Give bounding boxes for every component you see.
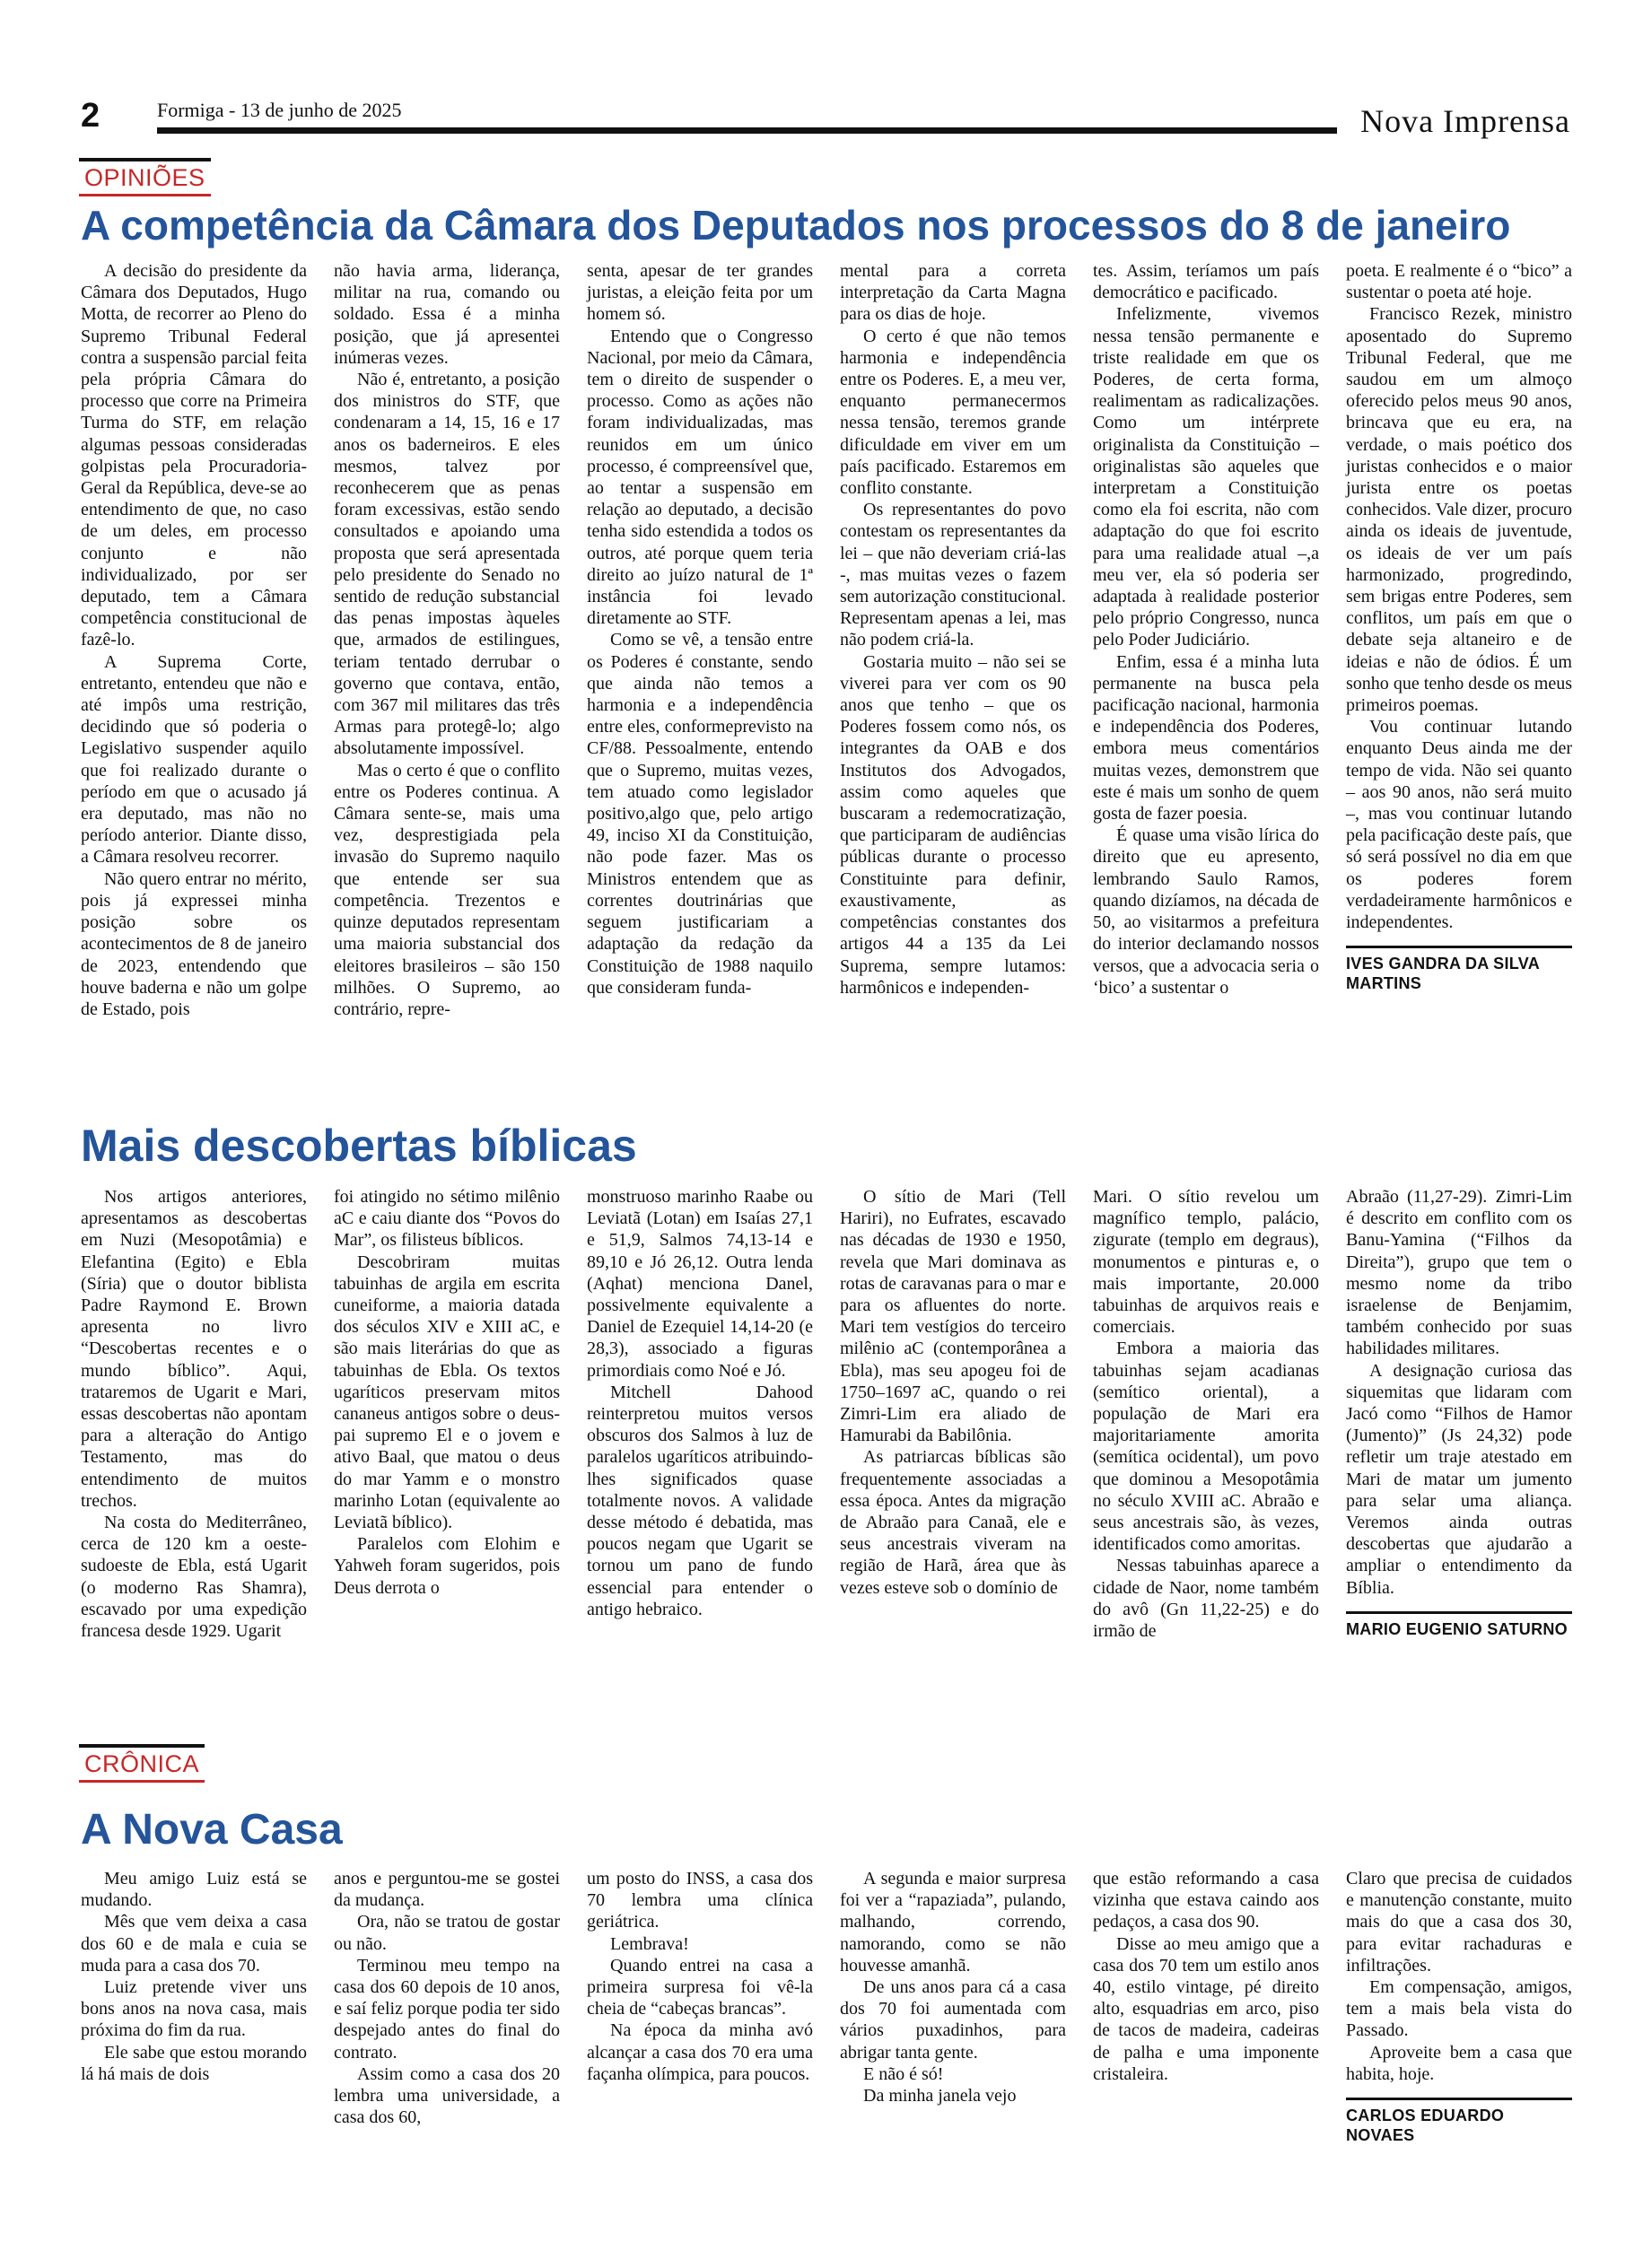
paragraph: Abraão (11,27-29). Zimri-Lim é descrito em conflito com os Banu-Yamina (“Filhos da Direita”), grupo que tem o mesmo nome da tribo israelense de Benjamim, também conhecido por suas habilidades militares. xyxy=(1346,1187,1572,1359)
paragraph: Ele sabe que estou morando lá há mais de dois xyxy=(81,2042,307,2084)
paragraph: Quando entrei na casa a primeira surpresa foi vê-la cheia de “cabeças brancas”. xyxy=(587,1955,813,2019)
paragraph: não havia arma, liderança, militar na rua, comando ou soldado. Essa é a minha posição, que já apresentei inúmeras vezes. xyxy=(334,261,560,368)
paragraph: Nos artigos anteriores, apresentamos as descobertas em Nuzi (Mesopotâmia) e Elefantina (Egito) e Ebla (Síria) que o doutor biblista Padre Raymond E. Brown apresenta no livro “Descobertas recentes e o mundo bíblico”. Aqui, trataremos de Ugarit e Mari, essas descobertas não apontam para a alteração do Antigo Testamento, mas do entendimento de muitos trechos. xyxy=(81,1187,307,1511)
text-column xyxy=(1093,260,1319,1020)
paragraph: Mas o certo é que o conflito entre os Poderes continua. A Câmara sente-se, mais uma vez, desprestigiada pela invasão do Supremo naquilo que entende ser sua competência. Trezentos e quinze deputados representam uma maioria substancial dos eleitores brasileiros – são 150 milhões. O Supremo, ao contrário, repre- xyxy=(334,760,560,1019)
text-column xyxy=(587,1186,813,1642)
section-label-opinioes: OPINIÕES xyxy=(79,158,211,196)
paragraph: Lembrava! xyxy=(610,1933,689,1954)
article-body-cronica xyxy=(81,1868,1572,2145)
text-column xyxy=(1093,1186,1319,1642)
text-column xyxy=(334,1868,560,2145)
paragraph: Não quero entrar no mérito, pois já expressei minha posição sobre os acontecimentos de 8 de janeiro de 2023, entendendo que houve baderna e não um golpe de Estado, pois xyxy=(81,868,307,1019)
paragraph: O certo é que não temos harmonia e independência entre os Poderes. E, a meu ver, enquanto permanecermos nessa tensão, teremos grande dificuldade em viver em um país pacificado. Estaremos em conflito constante. xyxy=(840,326,1066,499)
paragraph: senta, apesar de ter grandes juristas, a eleição feita por um homem só. xyxy=(587,261,813,325)
dateline: Formiga - 13 de junho de 2025 xyxy=(157,99,402,121)
paragraph: É quase uma visão lírica do direito que eu apresento, lembrando Saulo Ramos, quando dizíamos, na década de 50, ao visitarmos a prefeitura do interior declamando nossos versos, que a advocacia seria o ‘bico’ a sustentar o xyxy=(1093,825,1319,998)
paragraph: Mês que vem deixa a casa dos 60 e de mala e cuia se muda para a casa dos 70. xyxy=(81,1912,307,1976)
paragraph: anos e perguntou-me se gostei da mudança. xyxy=(334,1869,560,1911)
header-rule xyxy=(157,127,1337,134)
paragraph: um posto do INSS, a casa dos 70 lembra uma clínica geriátrica. xyxy=(587,1869,813,1932)
page-number: 2 xyxy=(81,97,101,135)
text-column xyxy=(587,1868,813,2145)
paragraph: A designação curiosa das siquemitas que lidaram com Jacó como “Filhos de Hamor (Jumento)” (Js 24,32) pode refletir um traje atestado em Mari de matar um jumento para selar uma aliança. Veremos ainda outras descobertas que ajudarão a ampliar o entendimento da Bíblia. xyxy=(1346,1360,1572,1598)
article-title-opinioes: A competência da Câmara dos Deputados nos processos do 8 de janeiro xyxy=(81,202,1511,249)
byline-rule xyxy=(1346,1611,1572,1639)
paragraph: A decisão do presidente da Câmara dos Deputados, Hugo Motta, de recorrer ao Pleno do Supremo Tribunal Federal contra a suspensão parcial feita pela própria Câmara do processo que corre na Primeira Turma do STF, em relação algumas pessoas consideradas golpistas pela Procuradoria-Geral da República, deve-se ao entendimento de que, no caso de um deles, em processo conjunto e não individualizado, por ser deputado, tem a Câmara competência constitucional de fazê-lo. xyxy=(81,261,307,650)
text-column xyxy=(1093,1868,1319,2145)
paragraph: monstruoso marinho Raabe ou Leviatã (Lotan) em Isaías 27,1 e 51,9, Salmos 74,13-14 e 89,10 e Jó 26,12. Outra lenda (Aqhat) menciona Danel, possivelmente equivalente a Daniel de Ezequiel 14,14-20 (e 28,3), associado a figuras primordiais como Noé e Jó. xyxy=(587,1187,813,1381)
paragraph: Na época da minha avó alcançar a casa dos 70 era uma façanha olímpica, para poucos. xyxy=(587,2020,813,2084)
byline-rule xyxy=(1346,2098,1572,2145)
paragraph: Gostaria muito – não sei se viverei para ver com os 90 anos que tenho – que os Poderes fossem como nós, os integrantes da OAB e dos Institutos dos Advogados, assim como aqueles que buscaram a redemocratização, que participaram de audiências públicas durante o processo Constituinte para definir, exaustivamente, as competências constantes dos artigos 44 a 135 da Lei Suprema, sempre lutamos: harmônicos e independen- xyxy=(840,651,1066,998)
paragraph: Infelizmente, vivemos nessa tensão permanente e triste realidade em que os Poderes, de certa forma, realimentam as radicalizações. Como um intérprete originalista da Constituição – originalistas são aqueles que interpretam a Constituição como ela foi escrita, não com adaptação do que foi escrito para uma realidade atual –,a meu ver, ela só poderia ser adaptada à realidade posterior pelo próprio Congresso, nunca pelo Poder Judiciário. xyxy=(1093,304,1319,650)
paragraph: As patriarcas bíblicas são frequentemente associadas a essa época. Antes da migração de Abraão para Canaã, ele e seus ancestrais viveram na região de Harã, área que às vezes esteve sob o domínio de xyxy=(840,1447,1066,1598)
paragraph: tes. Assim, teríamos um país democrático e pacificado. xyxy=(1093,261,1319,303)
text-column xyxy=(840,1868,1066,2145)
paragraph: Não é, entretanto, a posição dos ministros do STF, que condenaram a 14, 15, 16 e 17 anos os baderneiros. E eles mesmos, talvez por reconhecerem que as penas foram excessivas, estão sendo consultados e apoiando uma proposta que será apresentada pelo presidente do Senado no sentido de redução substancial das penas impostas àqueles que, armados de estilingues, teriam tentado derrubar o governo que contava, então, com 367 mil militares das três Armas para protegê-lo; algo absolutamente impossível. xyxy=(334,370,560,759)
author-byline: CARLOS EDUARDO NOVAES xyxy=(1346,2107,1505,2145)
paragraph: O sítio de Mari (Tell Hariri), no Eufrates, escavado nas décadas de 1930 e 1950, revela que Mari dominava as rotas de caravanas para o mar e para os afluentes do norte. Mari tem vestígios do terceiro milênio aC (contemporânea a Ebla), mas seu apogeu foi de 1750–1697 aC, quando o rei Zimri-Lim era aliado de Hamurabi da Babilônia. xyxy=(840,1187,1066,1446)
text-column xyxy=(840,260,1066,1020)
article-body-biblicas xyxy=(81,1186,1572,1642)
byline-rule xyxy=(1346,946,1572,993)
paragraph: A Suprema Corte, entretanto, entendeu que não e até impôs uma restrição, decidindo que só poderia o Legislativo suspender aquilo que foi realizado durante o período em que o acusado já era deputado, mas não no período anterior. Diante disso, a Câmara resolveu recorrer. xyxy=(81,651,307,868)
paragraph: Claro que precisa de cuidados e manutenção constante, muito mais do que a casa dos 30, para evitar rachaduras e infiltrações. xyxy=(1346,1869,1572,1976)
paragraph: Mari. O sítio revelou um magnífico templo, palácio, zigurate (templo em degraus), monumentos e pinturas e, o mais importante, 20.000 tabuinhas de arquivos reais e comerciais. xyxy=(1093,1187,1319,1338)
text-column xyxy=(334,1186,560,1642)
paragraph: mental para a correta interpretação da Carta Magna para os dias de hoje. xyxy=(840,261,1066,325)
paragraph: E não é só! xyxy=(863,2063,944,2084)
article-title-cronica: A Nova Casa xyxy=(81,1806,343,1854)
paragraph: Francisco Rezek, ministro aposentado do Supremo Tribunal Federal, que me saudou em um almoço oferecido pelos meus 90 anos, brincava que eu era, na verdade, o mais poético dos juristas conhecidos e o maior jurista entre os poetas conhecidos. Vale dizer, procuro ainda os ideais de juventude, os ideais de ver um país harmonizado, progredindo, sem brigas entre Poderes, sem conflitos, um país em que o debate seja altaneiro e de ideias e não de ódios. É um sonho que tenho desde os meus primeiros poemas. xyxy=(1346,304,1572,716)
text-column xyxy=(81,260,307,1020)
section-label-cronica: CRÔNICA xyxy=(79,1744,205,1783)
text-column xyxy=(334,260,560,1020)
paragraph: Os representantes do povo contestam os representantes da lei – que não deveriam criá-las -, mas muitas vezes o fazem sem autorização constitucional. Representam apenas a lei, mas não podem criá-la. xyxy=(840,500,1066,650)
masthead: Nova Imprensa xyxy=(1360,103,1570,139)
paragraph: poeta. E realmente é o “bico” a sustentar o poeta até hoje. xyxy=(1346,261,1572,303)
paragraph: Mitchell Dahood reinterpretou muitos versos obscuros dos Salmos à luz de paralelos ugaríticos atribuindo-lhes significados quase totalmente novos. A validade desse método é debatida, mas poucos negam que Ugarit se tornou um pano de fundo essencial para entender o antigo hebraico. xyxy=(587,1382,813,1619)
paragraph: Embora a maioria das tabuinhas sejam acadianas (semítico oriental), a população de Mari era majoritariamente amorita (semítica ocidental), um povo que dominou a Mesopotâmia no século XVIII aC. Abraão e seus ancestrais são, às vezes, identificados como amoritas. xyxy=(1093,1339,1319,1555)
article-body-opinioes xyxy=(81,260,1572,1020)
paragraph: Enfim, essa é a minha luta permanente na busca pela pacificação nacional, harmonia e independência dos Poderes, embora meus comentários muitas vezes, demonstrem que este é mais um sonho de quem gosta de fazer poesia. xyxy=(1093,651,1319,824)
paragraph: Descobriram muitas tabuinhas de argila em escrita cuneiforme, a maioria datada dos séculos XIV e XIII aC, e são mais literárias do que as tabuinhas de Ebla. Os textos ugaríticos preservam mitos cananeus antigos sobre o deus-pai supremo El e o jovem e ativo Baal, que matou o deus do mar Yamm e o monstro marinho Lotan (equivalente ao Leviatã bíblico). xyxy=(334,1252,560,1533)
paragraph: Da minha janela vejo xyxy=(863,2086,1017,2107)
paragraph: Ora, não se tratou de gostar ou não. xyxy=(334,1912,560,1954)
paragraph: Disse ao meu amigo que a casa dos 70 tem um estilo anos 40, estilo vintage, pé direito alto, esquadrias em arco, piso de tacos de madeira, cadeiras de palha e uma imponente cristaleira. xyxy=(1093,1933,1319,2084)
paragraph: foi atingido no sétimo milênio aC e caiu diante dos “Povos do Mar”, os filisteus bíblicos. xyxy=(334,1187,560,1251)
paragraph: Nessas tabuinhas aparece a cidade de Naor, nome também do avô (Gn 11,22-25) e do irmão de xyxy=(1093,1556,1319,1642)
text-column xyxy=(840,1186,1066,1642)
paragraph: Assim como a casa dos 20 lembra uma universidade, a casa dos 60, xyxy=(334,2063,560,2128)
paragraph: Como se vê, a tensão entre os Poderes é constante, sendo que ainda não temos a harmonia e a independência entre eles, conformeprevisto na CF/88. Pessoalmente, entendo que o Supremo, muitas vezes, tem atuado como legislador positivo,algo que, pelo artigo 49, inciso XI da Constituição, não pode fazer. Mas os Ministros entendem que as correntes doutrinárias que seguem justificariam a adaptação da redação da Constituição de 1988 naquilo que consideram funda- xyxy=(587,630,813,998)
author-byline: IVES GANDRA DA SILVA MARTINS xyxy=(1346,955,1540,993)
text-column xyxy=(1346,1868,1572,2145)
paragraph: Terminou meu tempo na casa dos 60 depois de 10 anos, e saí feliz porque podia ter sido despejado antes do final do contrato. xyxy=(334,1955,560,2063)
text-column xyxy=(587,260,813,1020)
paragraph: Luiz pretende viver uns bons anos na nova casa, mais próxima do fim da rua. xyxy=(81,1977,307,2041)
paragraph: Vou continuar lutando enquanto Deus ainda me der tempo de vida. Não sei quanto – aos 90 anos, não será muito –, mas vou continuar lutando pela pacificação deste país, que só será possível no dia em que os poderes forem verdadeiramente harmônicos e independentes. xyxy=(1346,717,1572,933)
text-column xyxy=(81,1186,307,1642)
article-title-biblicas: Mais descobertas bíblicas xyxy=(81,1121,637,1171)
author-byline: MARIO EUGENIO SATURNO xyxy=(1346,1619,1568,1638)
page-header xyxy=(81,90,1570,144)
text-column xyxy=(1346,1186,1572,1642)
paragraph: Na costa do Mediterrâneo, cerca de 120 km a oeste-sudoeste de Ebla, está Ugarit (o moderno Ras Shamra), escavado por uma expedição francesa desde 1929. Ugarit xyxy=(81,1513,307,1642)
text-column xyxy=(1346,260,1572,1020)
paragraph: que estão reformando a casa vizinha que estava caindo aos pedaços, a casa dos 90. xyxy=(1093,1869,1319,1932)
paragraph: De uns anos para cá a casa dos 70 foi aumentada com vários puxadinhos, para abrigar tanta gente. xyxy=(840,1977,1066,2063)
paragraph: Aproveite bem a casa que habita, hoje. xyxy=(1346,2042,1572,2084)
paragraph: Entendo que o Congresso Nacional, por meio da Câmara, tem o direito de suspender o processo. Como as ações não foram individualizadas, mas reunidos em um único processo, é compreensível que, ao tentar a suspensão em relação ao deputado, a decisão tenha sido estendida a todos os outros, até porque quem teria direito ao juízo natural de 1ª instância foi levado diretamente ao STF. xyxy=(587,326,813,629)
paragraph: Meu amigo Luiz está se mudando. xyxy=(81,1869,307,1911)
paragraph: Em compensação, amigos, tem a mais bela vista do Passado. xyxy=(1346,1977,1572,2041)
paragraph: A segunda e maior surpresa foi ver a “rapaziada”, pulando, malhando, correndo, namorando, como se não houvesse amanhã. xyxy=(840,1869,1066,1976)
text-column xyxy=(81,1868,307,2145)
paragraph: Paralelos com Elohim e Yahweh foram sugeridos, pois Deus derrota o xyxy=(334,1534,560,1598)
